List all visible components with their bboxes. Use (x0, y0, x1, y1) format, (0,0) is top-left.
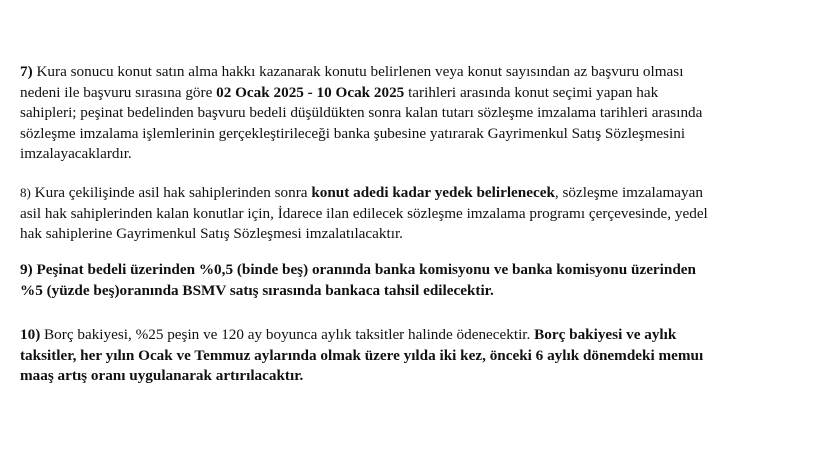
paragraph-8-text-1a: Kura çekilişinde asil hak sahiplerinden sonra (30, 184, 312, 201)
paragraph-8-line-3: hak sahiplerine Gayrimenkul Satış Sözleşmesi imzalatılacaktır. (20, 225, 403, 242)
paragraph-8-line-1 (20, 183, 820, 204)
paragraph-9 (20, 260, 820, 301)
paragraph-7-line-3: sahipleri; peşinat bedelinden başvuru bedeli düşüldükten sonra kalan tutarı sözleşme imzalama tarihleri arasında (20, 104, 703, 121)
paragraph-10-bold-1b: Borç bakiyesi ve aylık (534, 326, 677, 343)
paragraph-7-line-4: sözleşme imzalama işlemlerinin gerçekleştirileceği banka şubesine yatırarak Gayrimenkul Satış Sözleşmesini (20, 124, 686, 142)
paragraph-8-line-2: asil hak sahiplerinden kalan konutlar için, İdarece ilan edilecek sözleşme imzalama programı çerçevesinde, yedel (20, 204, 708, 222)
paragraph-10-text-1a: Borç bakiyesi, %25 peşin ve 120 ay boyunca aylık taksitler halinde ödenecektir. (40, 326, 535, 343)
paragraph-10-line-2: taksitler, her yılın Ocak ve Temmuz aylarında olmak üzere yılda iki kez, önceki 6 aylık dönemdeki memuı (20, 346, 704, 364)
paragraph-8 (20, 183, 820, 245)
paragraph-10-line-3: maaş artış oranı uygulanarak artırılacaktır. (20, 367, 304, 384)
paragraph-7-text-2c: tarihleri arasında konut seçimi yapan hak (404, 83, 659, 101)
paragraph-7-text-2a: nedeni ile başvuru sırasına göre (20, 83, 217, 101)
paragraph-7-text-1: Kura sonucu konut satın alma hakkı kazanarak konutu belirlenen veya konut sayısından az başvuru olması (32, 63, 684, 80)
paragraph-10-number: 10) (20, 326, 41, 343)
paragraph-9-line-2: %5 (yüzde beş)oranında BSMV satış sırasında bankaca tahsil edilecektir. (20, 281, 494, 299)
paragraph-7-date-range: 02 Ocak 2025 - 10 Ocak 2025 (216, 83, 405, 101)
paragraph-9-line-1: 9) Peşinat bedeli üzerinden %0,5 (binde beş) oranında banka komisyonu ve banka komisyonu üzerinden (20, 261, 696, 278)
paragraph-10 (20, 325, 820, 387)
paragraph-7-line-5: imzalayacaklardır. (20, 145, 132, 162)
paragraph-7 (20, 62, 820, 165)
paragraph-8-number: 8) (20, 185, 31, 200)
paragraph-7-line-1 (20, 62, 820, 83)
paragraph-10-line-1 (20, 325, 820, 346)
paragraph-7-line-2 (20, 83, 820, 104)
paragraph-7-number: 7) (20, 63, 33, 80)
paragraph-8-text-1c: , sözleşme imzalamayan (554, 184, 703, 201)
paragraph-8-bold-phrase: konut adedi kadar yedek belirlenecek (311, 184, 555, 201)
